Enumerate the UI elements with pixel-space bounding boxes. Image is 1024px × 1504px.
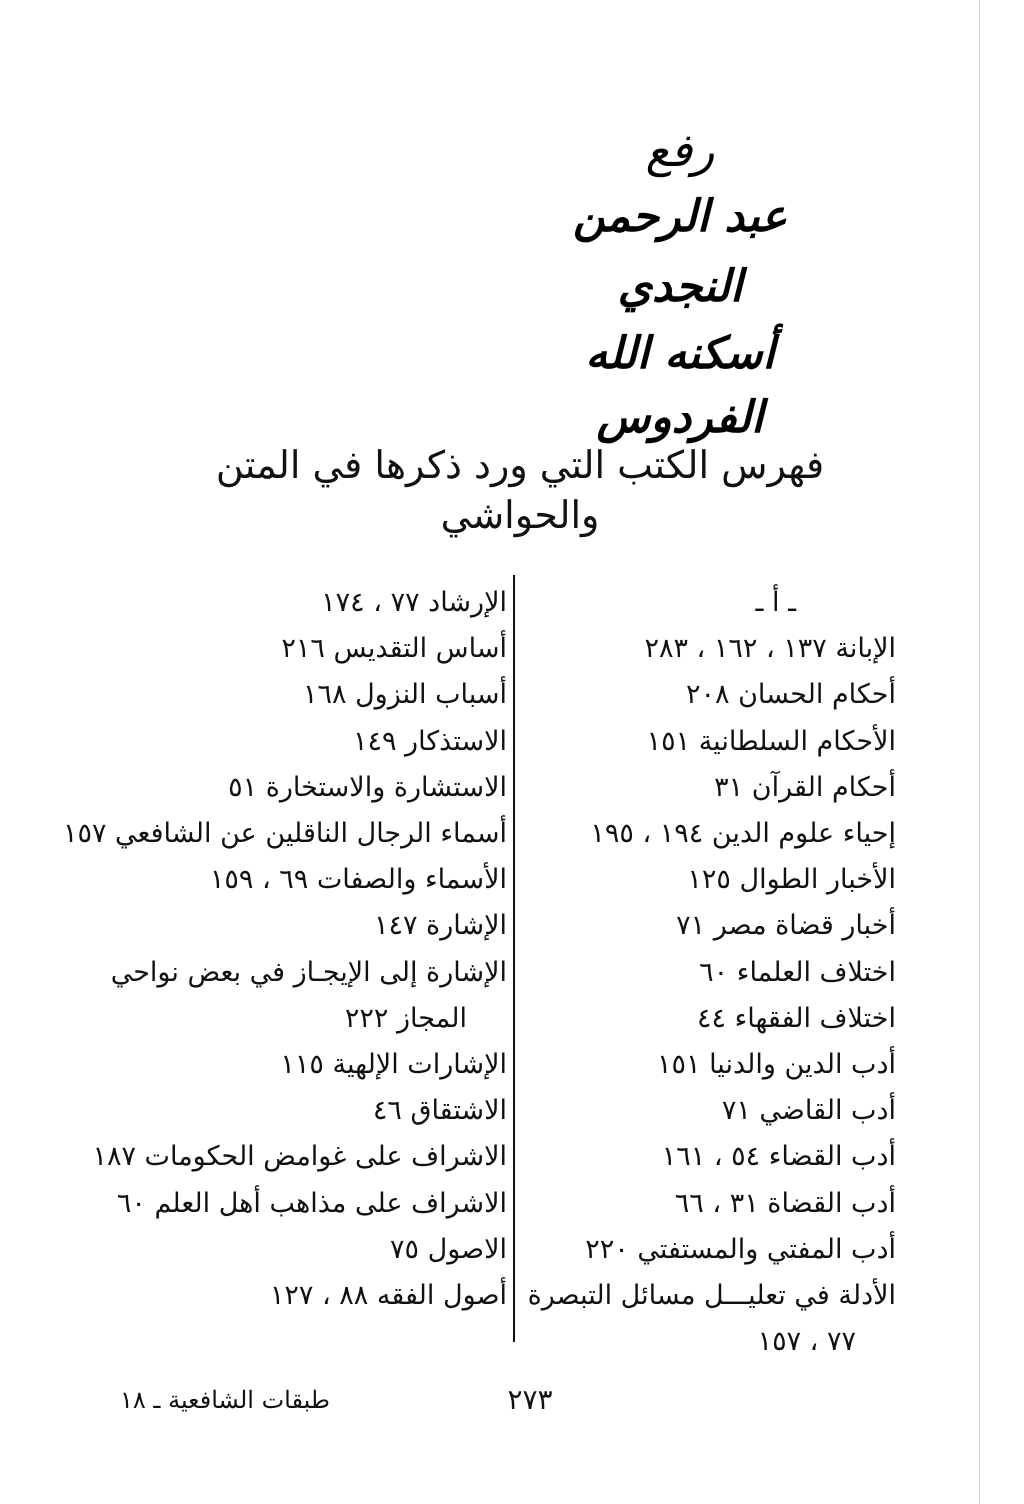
index-entry: الإشارة ١٤٧ [373,910,507,942]
index-entry: الاشتقاق ٤٦ [372,1095,507,1127]
index-entry: أحكام القرآن ٣١ [714,771,896,803]
index-entry: أدب القضاء ٥٤ ، ١٦١ [661,1141,896,1173]
index-entry: الاشراف على مذاهب أهل العلم ٦٠ [116,1187,507,1219]
index-column-right [516,580,896,1365]
index-entry: اختلاف الفقهاء ٤٤ [696,1002,896,1034]
index-entry: أدب القاضي ٧١ [721,1095,896,1127]
stamp-line-2: عبد الرحمن النجدي [573,191,787,312]
index-entry: أحكام الحسان ٢٠٨ [685,679,896,711]
index-entry: الإشارة إلى الإيجـاز في بعض نواحي [110,956,507,988]
index-entry: الإبانة ١٣٧ ، ١٦٢ ، ٢٨٣ [644,633,896,665]
index-entry: اختلاف العلماء ٦٠ [699,956,896,988]
index-entry: الأخبار الطوال ١٢٥ [687,864,896,896]
index-entry: أساس التقديس ٢١٦ [281,633,507,665]
column-divider [513,575,515,1342]
index-title: فهرس الكتب التي ورد ذكرها في المتن والحواشي [215,443,825,537]
running-footer: طبقات الشافعية ـ ١٨ [120,1386,330,1414]
index-entry: أصول الفقه ٨٨ ، ١٢٧ [269,1280,507,1312]
index-entry: الاشراف على غوامض الحكومات ١٨٧ [92,1141,507,1173]
index-entry: الاستذكار ١٤٩ [352,725,507,757]
index-column-left [62,580,507,1319]
section-letter: ـ أ ـ [755,587,796,618]
index-entry: الإرشاد ٧٧ ، ١٧٤ [321,587,507,618]
index-entry: إحياء علوم الدين ١٩٤ ، ١٩٥ [590,818,896,850]
index-entry-continuation: المجاز ٢٢٢ [344,1002,467,1034]
page-edge [979,0,980,1504]
index-entry: أدب القضاة ٣١ ، ٦٦ [674,1187,896,1219]
library-stamp [545,118,815,450]
stamp-line-3: أسكنه الله الفردوس [585,328,775,443]
index-entry: الأحكام السلطانية ١٥١ [646,725,896,757]
index-entry: أسماء الرجال الناقلين عن الشافعي ١٥٧ [62,818,507,850]
index-entry: أخبار قضاة مصر ٧١ [676,910,896,942]
index-entry-continuation: ٧٧ ، ١٥٧ [757,1326,856,1358]
index-entry: أدب المفتي والمستفتي ٢٢٠ [585,1233,896,1265]
index-entry: أسباب النزول ١٦٨ [302,679,507,711]
index-entry: الأدلة في تعليـــل مسائل التبصرة [527,1280,896,1312]
stamp-line-1: رفع [645,123,715,177]
index-entry: الأسماء والصفات ٦٩ ، ١٥٩ [209,864,507,896]
index-entry: الإشارات الإلهية ١١٥ [280,1049,507,1081]
index-entry: الاصول ٧٥ [390,1233,507,1265]
page-number: ٢٧٣ [507,1383,553,1416]
index-entry: الاستشارة والاستخارة ٥١ [228,771,507,803]
index-entry: أدب الدين والدنيا ١٥١ [656,1049,896,1081]
